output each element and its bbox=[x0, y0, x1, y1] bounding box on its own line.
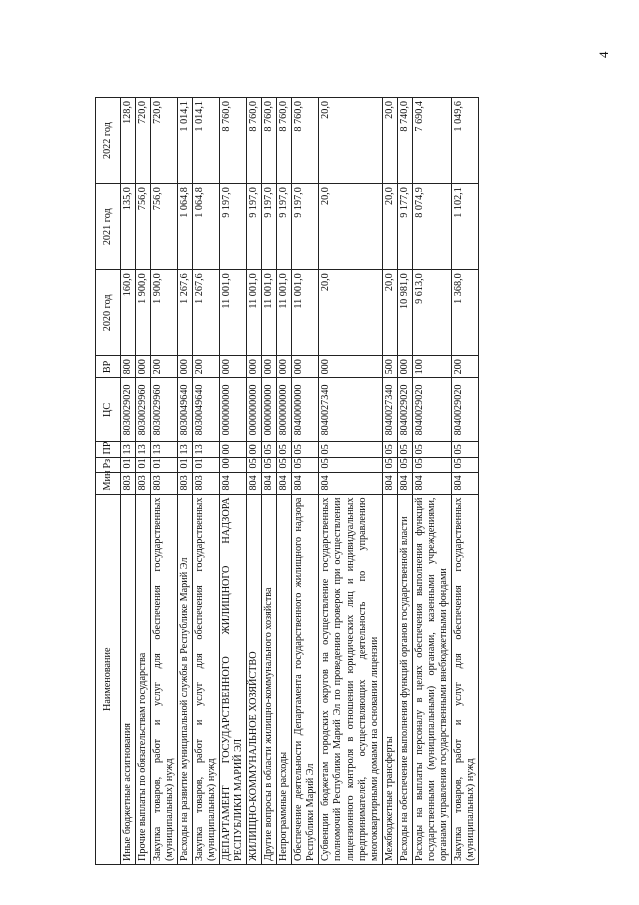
row-min: 804 bbox=[451, 472, 478, 494]
row-rz: 05 bbox=[319, 458, 382, 472]
table-row bbox=[121, 98, 136, 865]
table-row bbox=[277, 98, 292, 865]
row-2020: 11 001,0 bbox=[292, 270, 319, 356]
row-2022: 8 760,0 bbox=[292, 98, 319, 184]
row-pr: 00 bbox=[220, 442, 247, 458]
header-2021: 2021 год bbox=[96, 184, 121, 270]
row-vr: 500 bbox=[382, 356, 397, 378]
row-rz: 05 bbox=[262, 458, 277, 472]
table-row bbox=[151, 98, 178, 865]
row-vr: 000 bbox=[136, 356, 151, 378]
row-2022: 1 014,1 bbox=[193, 98, 220, 184]
table-header-row bbox=[96, 98, 121, 865]
table-row bbox=[451, 98, 478, 865]
row-2021: 1 064,8 bbox=[178, 184, 193, 270]
row-2021: 9 197,0 bbox=[262, 184, 277, 270]
row-min: 804 bbox=[262, 472, 277, 494]
row-2022: 20,0 bbox=[319, 98, 382, 184]
row-pr: 13 bbox=[193, 442, 220, 458]
row-2022: 8 740,0 bbox=[397, 98, 412, 184]
row-2021: 1 064,8 bbox=[193, 184, 220, 270]
row-rz: 01 bbox=[178, 458, 193, 472]
row-min: 803 bbox=[136, 472, 151, 494]
row-2020: 1 267,6 bbox=[193, 270, 220, 356]
row-2020: 1 900,0 bbox=[151, 270, 178, 356]
row-pr: 05 bbox=[451, 442, 478, 458]
row-vr: 000 bbox=[397, 356, 412, 378]
row-name: Расходы на обеспечение выполнения функций органов государственной власти bbox=[397, 494, 412, 864]
row-cs: 0000000000 bbox=[262, 378, 277, 442]
budget-table-container bbox=[95, 97, 635, 865]
row-rz: 05 bbox=[247, 458, 262, 472]
row-2020: 10 981,0 bbox=[397, 270, 412, 356]
table-row bbox=[382, 98, 397, 865]
row-rz: 01 bbox=[151, 458, 178, 472]
row-min: 804 bbox=[319, 472, 382, 494]
row-rz: 01 bbox=[136, 458, 151, 472]
row-rz: 05 bbox=[412, 458, 451, 472]
header-min: Мин bbox=[96, 472, 121, 494]
row-cs: 8040027340 bbox=[382, 378, 397, 442]
row-2022: 1 049,6 bbox=[451, 98, 478, 184]
row-vr: 100 bbox=[412, 356, 451, 378]
row-2021: 8 074,9 bbox=[412, 184, 451, 270]
row-2021: 9 197,0 bbox=[220, 184, 247, 270]
header-vr: ВР bbox=[96, 356, 121, 378]
row-vr: 200 bbox=[451, 356, 478, 378]
row-min: 804 bbox=[412, 472, 451, 494]
row-min: 803 bbox=[193, 472, 220, 494]
header-rz: Рз bbox=[96, 458, 121, 472]
row-2022: 20,0 bbox=[382, 98, 397, 184]
row-name: Непрограммные расходы bbox=[277, 494, 292, 864]
header-2022: 2022 год bbox=[96, 98, 121, 184]
row-pr: 13 bbox=[136, 442, 151, 458]
row-2022: 8 760,0 bbox=[220, 98, 247, 184]
row-name: Прочие выплаты по обязательствам государства bbox=[136, 494, 151, 864]
row-rz: 01 bbox=[121, 458, 136, 472]
row-cs: 8040027340 bbox=[319, 378, 382, 442]
row-name: Обеспечение деятельности Департамента государственного жилищного надзора Республики Марий Эл bbox=[292, 494, 319, 864]
row-min: 804 bbox=[397, 472, 412, 494]
row-cs: 8030029960 bbox=[151, 378, 178, 442]
row-name: ДЕПАРТАМЕНТ ГОСУДАРСТВЕННОГО ЖИЛИЩНОГО НАДЗОРА РЕСПУБЛИКИ МАРИЙ ЭЛ bbox=[220, 494, 247, 864]
row-2020: 11 001,0 bbox=[220, 270, 247, 356]
row-2020: 9 613,0 bbox=[412, 270, 451, 356]
row-cs: 8040029020 bbox=[397, 378, 412, 442]
row-vr: 000 bbox=[178, 356, 193, 378]
row-vr: 000 bbox=[292, 356, 319, 378]
row-min: 803 bbox=[121, 472, 136, 494]
row-2021: 9 177,0 bbox=[397, 184, 412, 270]
table-row bbox=[412, 98, 451, 865]
row-min: 803 bbox=[178, 472, 193, 494]
row-pr: 05 bbox=[262, 442, 277, 458]
row-name: Другие вопросы в области жилищно-коммунального хозяйства bbox=[262, 494, 277, 864]
row-2022: 8 760,0 bbox=[262, 98, 277, 184]
budget-table bbox=[95, 97, 479, 865]
row-min: 804 bbox=[220, 472, 247, 494]
row-2020: 1 368,0 bbox=[451, 270, 478, 356]
row-2020: 20,0 bbox=[319, 270, 382, 356]
header-name: Наименование bbox=[96, 494, 121, 864]
row-cs: 8040029020 bbox=[451, 378, 478, 442]
row-pr: 05 bbox=[397, 442, 412, 458]
row-cs: 8030029020 bbox=[121, 378, 136, 442]
row-2021: 135,0 bbox=[121, 184, 136, 270]
row-vr: 000 bbox=[262, 356, 277, 378]
row-cs: 8030049640 bbox=[193, 378, 220, 442]
row-2021: 756,0 bbox=[136, 184, 151, 270]
row-2020: 11 001,0 bbox=[247, 270, 262, 356]
row-pr: 00 bbox=[247, 442, 262, 458]
row-pr: 13 bbox=[178, 442, 193, 458]
row-2022: 7 690,4 bbox=[412, 98, 451, 184]
row-cs: 8040000000 bbox=[292, 378, 319, 442]
table-row bbox=[178, 98, 193, 865]
row-pr: 05 bbox=[277, 442, 292, 458]
row-2021: 9 197,0 bbox=[277, 184, 292, 270]
row-vr: 200 bbox=[151, 356, 178, 378]
row-name: Закупка товаров, работ и услуг для обеспечения государственных (муниципальных) нужд bbox=[193, 494, 220, 864]
row-2020: 11 001,0 bbox=[262, 270, 277, 356]
row-min: 803 bbox=[151, 472, 178, 494]
row-rz: 05 bbox=[382, 458, 397, 472]
row-2021: 756,0 bbox=[151, 184, 178, 270]
header-2020: 2020 год bbox=[96, 270, 121, 356]
row-rz: 05 bbox=[397, 458, 412, 472]
row-pr: 05 bbox=[382, 442, 397, 458]
row-rz: 05 bbox=[277, 458, 292, 472]
table-row bbox=[292, 98, 319, 865]
row-vr: 800 bbox=[121, 356, 136, 378]
row-2020: 160,0 bbox=[121, 270, 136, 356]
row-min: 804 bbox=[277, 472, 292, 494]
row-2022: 8 760,0 bbox=[247, 98, 262, 184]
row-vr: 000 bbox=[277, 356, 292, 378]
row-rz: 00 bbox=[220, 458, 247, 472]
row-name: Закупка товаров, работ и услуг для обеспечения государственных (муниципальных) нужд bbox=[451, 494, 478, 864]
row-rz: 05 bbox=[451, 458, 478, 472]
row-cs: 8000000000 bbox=[277, 378, 292, 442]
table-row bbox=[397, 98, 412, 865]
row-cs: 0000000000 bbox=[220, 378, 247, 442]
row-vr: 000 bbox=[220, 356, 247, 378]
row-2020: 20,0 bbox=[382, 270, 397, 356]
row-min: 804 bbox=[292, 472, 319, 494]
row-min: 804 bbox=[382, 472, 397, 494]
row-2020: 1 900,0 bbox=[136, 270, 151, 356]
row-pr: 13 bbox=[151, 442, 178, 458]
page-number: 4 bbox=[596, 51, 611, 58]
row-pr: 05 bbox=[292, 442, 319, 458]
table-row bbox=[319, 98, 382, 865]
table-row bbox=[247, 98, 262, 865]
row-2022: 720,0 bbox=[136, 98, 151, 184]
row-2022: 128,0 bbox=[121, 98, 136, 184]
row-vr: 000 bbox=[319, 356, 382, 378]
row-2022: 720,0 bbox=[151, 98, 178, 184]
row-vr: 200 bbox=[193, 356, 220, 378]
row-pr: 05 bbox=[319, 442, 382, 458]
row-name: Межбюджетные трансферты bbox=[382, 494, 397, 864]
row-name: Иные бюджетные ассигнования bbox=[121, 494, 136, 864]
row-2020: 11 001,0 bbox=[277, 270, 292, 356]
row-pr: 13 bbox=[121, 442, 136, 458]
row-2021: 20,0 bbox=[319, 184, 382, 270]
table-row bbox=[220, 98, 247, 865]
row-pr: 05 bbox=[412, 442, 451, 458]
row-min: 804 bbox=[247, 472, 262, 494]
row-cs: 8030049640 bbox=[178, 378, 193, 442]
row-2022: 1 014,1 bbox=[178, 98, 193, 184]
table-row bbox=[193, 98, 220, 865]
row-name: Закупка товаров, работ и услуг для обеспечения государственных (муниципальных) нужд bbox=[151, 494, 178, 864]
row-name: Субвенции бюджетам городских округов на осуществление государственных полномочий Республики Марий Эл по проведению проверок при осуществлении лицензионного контроля в отношении юридических лиц и индивидуальных предпринимателей, осуществляющих деятельность по управлению многоквартирными домами на основании лицензии bbox=[319, 494, 382, 864]
header-cs: ЦС bbox=[96, 378, 121, 442]
row-name: Расходы на выплаты персоналу в целях обеспечения выполнения функций государственными (муниципальными) органами, казенными учреждениями, органами управления государственными внебюджетными фондами bbox=[412, 494, 451, 864]
row-2022: 8 760,0 bbox=[277, 98, 292, 184]
row-vr: 000 bbox=[247, 356, 262, 378]
row-2021: 9 197,0 bbox=[292, 184, 319, 270]
row-2020: 1 267,6 bbox=[178, 270, 193, 356]
row-cs: 0000000000 bbox=[247, 378, 262, 442]
row-cs: 8040029020 bbox=[412, 378, 451, 442]
row-rz: 01 bbox=[193, 458, 220, 472]
table-row bbox=[262, 98, 277, 865]
row-cs: 8030029960 bbox=[136, 378, 151, 442]
row-rz: 05 bbox=[292, 458, 319, 472]
header-pr: ПР bbox=[96, 442, 121, 458]
table-row bbox=[136, 98, 151, 865]
row-2021: 20,0 bbox=[382, 184, 397, 270]
row-2021: 9 197,0 bbox=[247, 184, 262, 270]
row-name: Расходы на развитие муниципальной службы в Республике Марий Эл bbox=[178, 494, 193, 864]
row-2021: 1 102,1 bbox=[451, 184, 478, 270]
row-name: ЖИЛИЩНО-КОММУНАЛЬНОЕ ХОЗЯЙСТВО bbox=[247, 494, 262, 864]
